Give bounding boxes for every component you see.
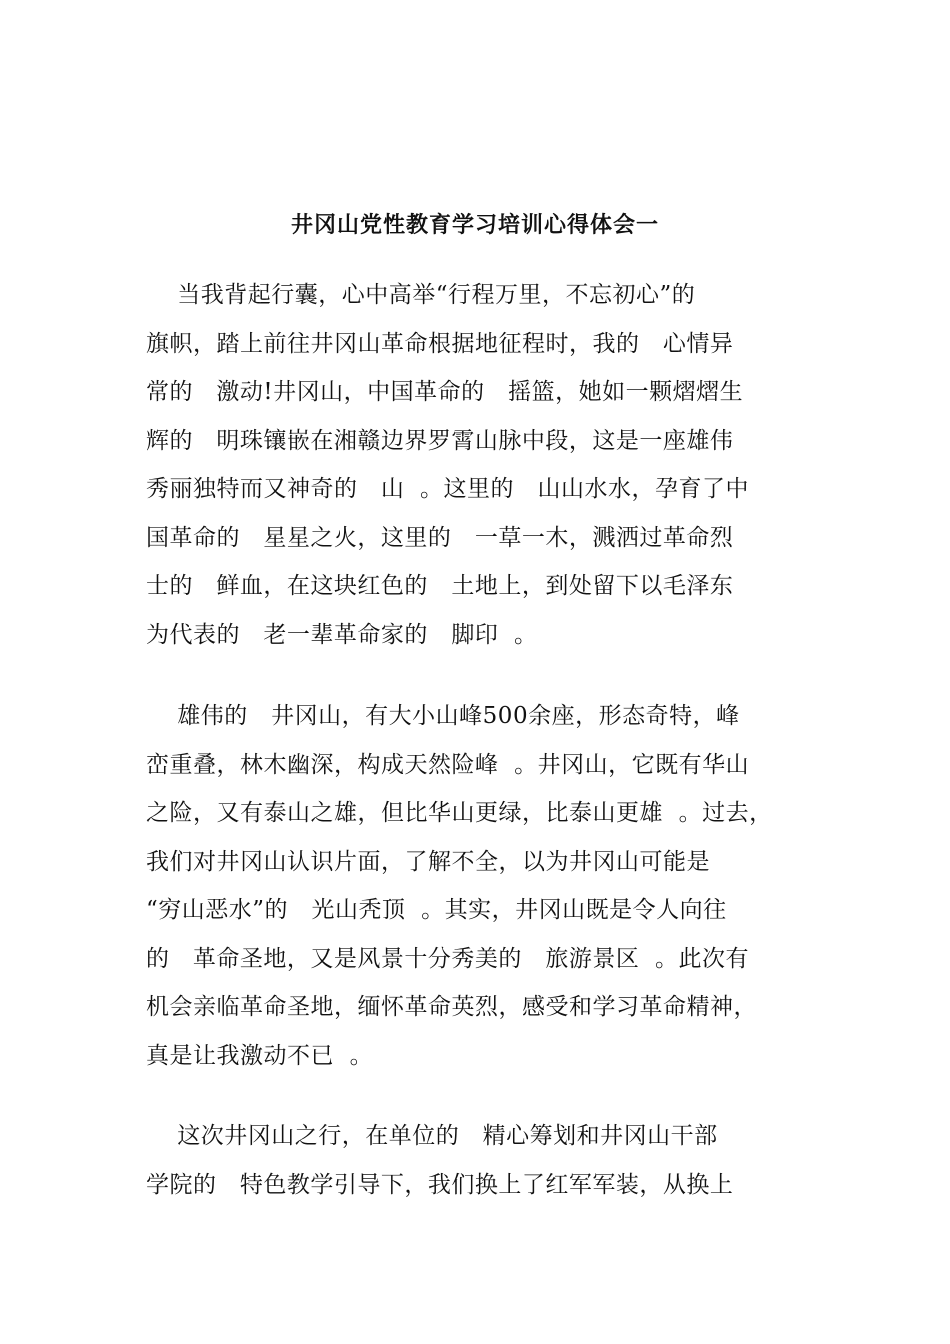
paragraph-3 (146, 1112, 816, 1209)
paragraph-line: 旗帜，踏上前往井冈山革命根据地征程时，我的 心情异 (146, 330, 734, 357)
paragraph-line: 秀丽独特而又神奇的 山 。这里的 山山水水，孕育了中 (146, 476, 749, 502)
paragraph-line: 士的 鲜血，在这块红色的 土地上，到处留下以毛泽东 (146, 573, 734, 599)
paragraph-line: 辉的 明珠镶嵌在湘赣边界罗霄山脉中段，这是一座雄伟 (146, 427, 734, 454)
paragraph-line: 之险，又有泰山之雄，但比华山更绿，比泰山更雄 。过去， (146, 800, 773, 826)
paragraph-line: 的 革命圣地，又是风景十分秀美的 旅游景区 。此次有 (146, 945, 749, 972)
document-title: 井冈山党性教育学习培训心得体会一 (290, 212, 659, 238)
paragraph-line: 机会亲临革命圣地，缅怀革命英烈，感受和学习革命精神， (146, 994, 757, 1020)
paragraph-line: 国革命的 星星之火，这里的 一草一木，溅洒过革命烈 (146, 524, 734, 551)
paragraph-line: 我们对井冈山认识片面，了解不全，以为井冈山可能是 (146, 848, 710, 875)
paragraph-line: 为代表的 老一辈革命家的 脚印 。 (146, 621, 538, 648)
paragraph-line: 雄伟的 井冈山，有大小山峰500余座，形态奇特，峰 (146, 703, 740, 729)
paragraph-line: 峦重叠，林木幽深，构成天然险峰 。井冈山，它既有华山 (146, 751, 750, 778)
paragraph-line: 这次井冈山之行，在单位的 精心筹划和井冈山干部 (146, 1123, 718, 1149)
paragraph-line: 学院的 特色教学引导下，我们换上了红军军装，从换上 (146, 1171, 734, 1198)
paragraph-1 (146, 271, 816, 659)
paragraph-line: 真是让我激动不已 。 (146, 1042, 374, 1069)
paragraph-line: 当我背起行囊，心中高举“行程万里，不忘初心”的 (146, 282, 696, 308)
paragraph-line: “穷山恶水”的 光山秃顶 。其实，井冈山既是令人向往 (146, 897, 727, 923)
paragraph-2 (146, 692, 816, 1080)
paragraph-line: 常的 激动!井冈山，中国革命的 摇篮，她如一颗熠熠生 (146, 379, 744, 405)
